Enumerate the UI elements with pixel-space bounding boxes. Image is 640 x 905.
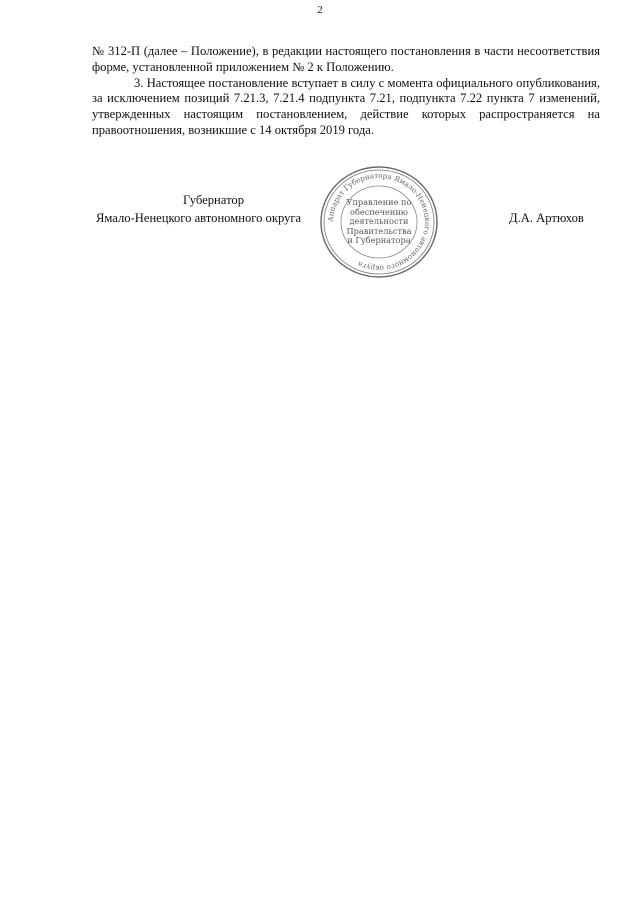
- document-body: [92, 44, 600, 139]
- official-seal-stamp: [318, 165, 440, 279]
- stamp-inner-text: [342, 198, 416, 246]
- paragraph-continuation: № 312-П (далее – Положение), в редакции настоящего постановления в части несоответствия форме, установленной приложением № 2 к Положению.: [92, 44, 600, 74]
- page-number: 2: [317, 4, 323, 16]
- stamp-line: деятельности: [349, 216, 409, 227]
- signature-title-line2: Ямало-Ненецкого автономного округа: [96, 211, 302, 225]
- signature-name: Д.А. Артюхов: [509, 211, 584, 225]
- stamp-line: и Губернатора: [347, 235, 411, 246]
- paragraph-3: 3. Настоящее постановление вступает в силу с момента официального опубликования, за исключением позиций 7.21.3, 7.21.4 подпункта 7.21, подпункта 7.22 пункта 7 изменений, утвержденных настоящим постановлением, действие которых распространяется на правоотношения, возникшие с 14 октября 2019 года.: [92, 75, 600, 137]
- stamp-ring-text: Аппарат Губернатора Ямало-Ненецкого автономного округа: [325, 170, 433, 274]
- stamp-line: Правительства: [346, 225, 412, 236]
- stamp-line: Управление по: [346, 197, 412, 207]
- signature-title-line1: Губернатор: [183, 193, 244, 207]
- stamp-line: обеспечению: [350, 206, 408, 217]
